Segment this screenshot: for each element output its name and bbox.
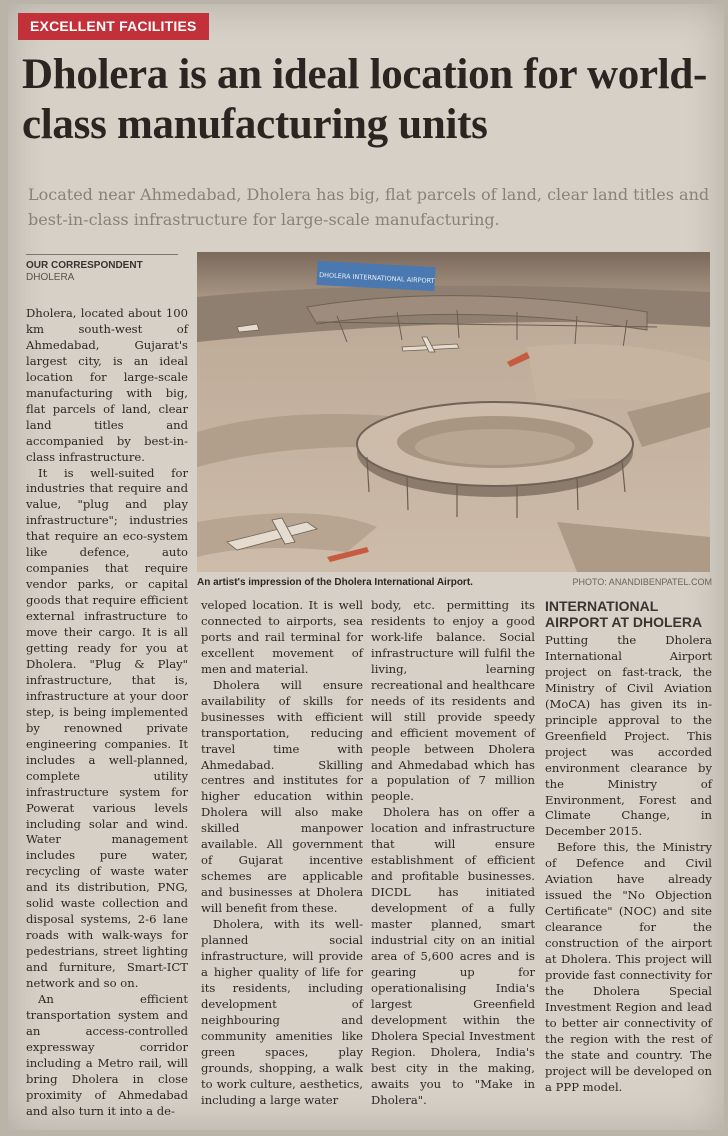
paragraph: An efficient transportation system and an access-controlled expressway corridor including a Metro rail, will bring Dholera in close proximity of Ahmedabad and also turn it into a de- — [26, 991, 188, 1118]
paragraph: Dholera, with its well-planned social infrastructure, will provide a higher quality of life for its residents, including development of neighbouring and community amenities like green spaces, play grounds, shopping, a walk to work culture, aesthetics, including a large water — [201, 917, 363, 1107]
article-column-3 — [371, 598, 535, 1109]
article-column-2 — [201, 598, 363, 1109]
section-tag: EXCELLENT FACILITIES — [18, 13, 209, 40]
article-column-1 — [26, 306, 188, 1120]
headline: Dholera is an ideal location for world-class manufacturing units — [22, 51, 708, 148]
paragraph: Dholera has on offer a location and infrastructure that will ensure establishment of efficient and profitable businesses. DICDL has initiated development of a fully master planned, smart industrial city on an initial area of 5,600 acres and is gearing up for operationalising India's largest Greenfield development within the Dholera Special Investment Region. Dholera, India's best city in the making, awaits you to "Make in Dholera". — [371, 805, 535, 1107]
paragraph: Dholera, located about 100 km south-west of Ahmedabad, Gujarat's largest city, is an ideal location for large-scale manufacturing with big, flat parcels of land, clear land titles and accompanied by best-in-class infrastructure. — [26, 306, 188, 464]
paragraph: veloped location. It is well connected to airports, sea ports and rail terminal for excellent movement of men and material. — [201, 598, 363, 676]
airport-artwork — [197, 252, 710, 572]
paragraph: body, etc. permitting its residents to enjoy a good work-life balance. Social infrastructure will fulfil the living, learning recreational and healthcare needs of its residents and will still provide speedy and efficient movement of people between Dholera and Ahmedabad which has a population of 7 million people. — [371, 598, 535, 804]
paragraph: Dholera will ensure availability of skills for businesses with efficient transportation, reducing travel time with Ahmedabad. Skilling centres and institutes for higher education within Dholera will also make skilled manpower available. All government of Gujarat incentive schemes are applicable and businesses at Dholera will benefit from these. — [201, 677, 363, 916]
photo-caption-block — [197, 576, 712, 589]
airport-sign-text: DHOLERA INTERNATIONAL AIRPORT — [318, 271, 435, 286]
newspaper-page — [8, 4, 724, 1130]
airport-illustration — [197, 252, 710, 572]
photo-caption: An artist's impression of the Dholera International Airport. — [197, 577, 473, 588]
byline — [26, 260, 186, 284]
subheadline: Located near Ahmedabad, Dholera has big, flat parcels of land, clear land titles and best-in-class infrastructure for large-scale manufacturing. — [28, 185, 710, 229]
sidebar-heading: INTERNATIONAL AIRPORT AT DHOLERA — [545, 598, 703, 630]
byline-rule — [26, 254, 178, 255]
paragraph: Putting the Dholera International Airport project on fast-track, the Ministry of Civil Aviation (MoCA) has given its in-principle approval to the Greenfield Project. This project was accorded environment clearance by the Ministry of Environment, Forest and Climate Change, in December 2015. — [545, 633, 712, 839]
article-column-4 — [545, 598, 712, 1096]
paragraph: Before this, the Ministry of Defence and Civil Aviation have already issued the "No Objection Certificate" (NOC) and site clearance for the construction of the airport at Dholera. This project will provide fast connectivity for the Dholera Special Investment Region and lead to better air connectivity of the region with the rest of the state and country. The project will be developed on a PPP model. — [545, 840, 712, 1094]
paragraph: It is well-suited for industries that require and value, "plug and play infrastructure"; industries that require an eco-system like defence, auto companies that require vendor parks, or capital goods that require efficient external infrastructure to move their cargo. It is all getting ready for you at Dholera. "Plug & Play" infrastructure, that is, infrastructure at your door step, is being implemented by renowned private engineering companies. It includes a well-planned, complete utility infrastructure system for Powerat various levels including solar and wind. Water management includes pure water, recycling of waste water and its distribution, PNG, solid waste collection and disposal systems, 2-6 lane roads with walk-ways for pedestrians, street lighting and furniture, Smart-ICT network and so on. — [26, 465, 188, 991]
byline-place: DHOLERA — [26, 272, 75, 283]
byline-author: OUR CORRESPONDENT — [26, 260, 143, 271]
photo-credit: PHOTO: ANANDIBENPATEL.COM — [572, 577, 712, 587]
